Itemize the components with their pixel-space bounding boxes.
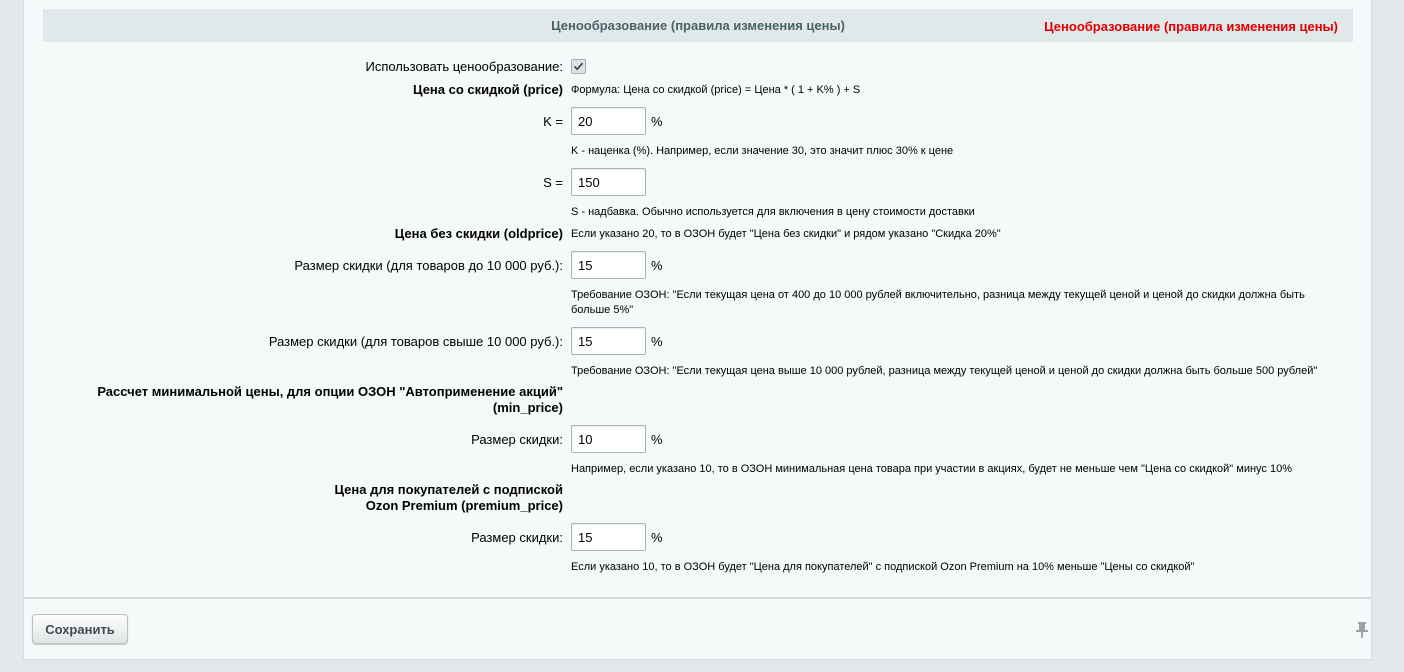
k-label: K = [543,114,563,129]
premium-price-unit: % [651,530,663,545]
section-title: Ценообразование (правила изменения цены) [551,18,845,33]
price-heading: Цена со скидкой (price) [413,82,563,97]
discount-under-label: Размер скидки (для товаров до 10 000 руб.): [294,258,563,273]
premium-price-note: Если указано 10, то в ОЗОН будет "Цена для покупателей" с подпиской Ozon Premium на 10% меньше "Цены со скидкой" [571,561,1195,573]
min-price-label: Размер скидки: [471,432,563,447]
save-button[interactable]: Сохранить [32,614,128,644]
discount-under-unit: % [651,258,663,273]
discount-over-note: Требование ОЗОН: "Если текущая цена выше 10 000 рублей, разница между текущей ценой и ценой до скидки должна быть больше 500 рублей" [571,365,1318,377]
s-input[interactable] [571,168,646,196]
pin-icon[interactable] [1355,621,1369,642]
discount-under-input[interactable] [571,251,646,279]
section-hint: Ценообразование (правила изменения цены) [1044,19,1338,34]
premium-price-heading-line1: Цена для покупателей с подпиской [334,482,563,497]
use-pricing-checkbox[interactable] [571,59,586,74]
min-price-heading [97,384,563,416]
k-note: K - наценка (%). Например, если значение 30, это значит плюс 30% к цене [571,145,954,157]
min-price-input[interactable] [571,425,646,453]
discount-under-note: Требование ОЗОН: "Если текущая цена от 400 до 10 000 рублей включительно, разница между текущей ценой и ценой до скидки должна быть больше 5%" [571,289,1305,316]
discount-over-unit: % [651,334,663,349]
discount-over-label: Размер скидки (для товаров свыше 10 000 руб.): [268,334,563,349]
k-input[interactable] [571,107,646,135]
s-note: S - надбавка. Обычно используется для включения в цену стоимости доставки [571,206,975,218]
min-price-heading-line2: (min_price) [492,400,563,415]
k-unit: % [651,114,663,129]
premium-price-input[interactable] [571,523,646,551]
footer-bar [23,598,1372,660]
premium-price-heading-line2: Ozon Premium (premium_price) [365,498,563,513]
section-header [43,9,1353,42]
use-pricing-label: Использовать ценообразование: [365,59,563,74]
s-label: S = [543,175,563,190]
price-formula: Формула: Цена со скидкой (price) = Цена * ( 1 + K% ) + S [571,84,861,96]
premium-price-heading [335,482,563,514]
min-price-note: Например, если указано 10, то в ОЗОН минимальная цена товара при участии в акциях, будет не меньше чем "Цена со скидкой" минус 10% [571,463,1292,475]
min-price-heading-line1: Рассчет минимальной цены, для опции ОЗОН "Автоприменение акций" [97,384,563,399]
min-price-unit: % [651,432,663,447]
checkmark-icon [573,61,584,72]
oldprice-note: Если указано 20, то в ОЗОН будет "Цена без скидки" и рядом указано "Скидка 20%" [571,228,1001,240]
premium-price-label: Размер скидки: [471,530,563,545]
oldprice-heading: Цена без скидки (oldprice) [394,226,563,241]
discount-over-input[interactable] [571,327,646,355]
